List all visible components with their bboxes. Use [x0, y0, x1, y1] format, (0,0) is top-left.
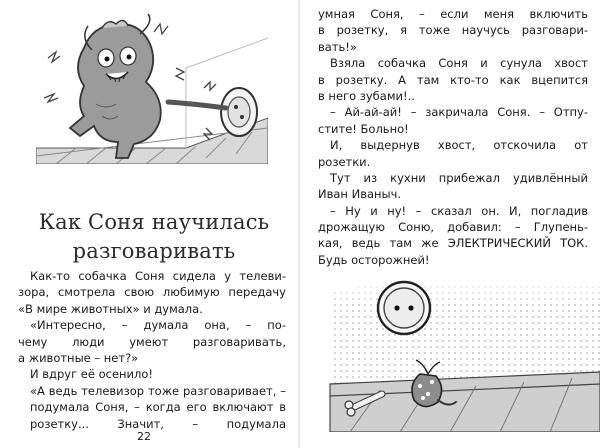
text-line: Будь осторожней! [318, 252, 430, 267]
wall-socket [378, 282, 430, 334]
text-line: в розетку. А там кто-то как вцепится [318, 72, 588, 87]
text-line: Как-то собачка Соня сидела у телеви- [30, 269, 286, 283]
chapter-title-line-2: разговаривать [72, 239, 236, 263]
wall-socket [221, 88, 257, 136]
text-line: Тут из кухни прибежал удивлённый [330, 170, 588, 185]
text-line: вать!» [318, 39, 357, 54]
text-line: в него зубами!.. [318, 88, 415, 103]
text-line: «В мире животных» и думала. [18, 301, 203, 316]
right-page [300, 0, 600, 448]
right-page-text [318, 6, 588, 268]
text-line: «А ведь телевизор тоже разговаривает, – подумала Соня, – когда его включают в розетку... Значит, – подумала [30, 383, 286, 431]
dog-sonya [70, 14, 161, 158]
text-line: «Интересно, – думала она, – по- [30, 318, 286, 333]
chapter-title-line-1: Как Соня научилась [38, 210, 270, 234]
text-line: – Ну и ну! – сказал он. И, погладив [330, 203, 588, 218]
text-line: а животные – нет?» [18, 350, 139, 365]
text-line: кая, ведь там же ЭЛЕКТРИЧЕСКИЙ ТОК. [318, 236, 588, 251]
dog-shocked-illustration [36, 8, 268, 164]
dotted-wall [330, 278, 600, 384]
text-line: стите! Больно! [318, 121, 409, 136]
text-line: розетки. [318, 154, 371, 169]
text-line: в розетку, я тоже научусь разговари- [318, 23, 588, 38]
text-line: зора, смотрела свою любимую передачу [18, 285, 286, 300]
page-number: 22 [137, 430, 151, 443]
text-line: – Ай-ай-ай! – закричала Соня. – Отпу- [330, 105, 588, 120]
socket-scene-illustration [320, 272, 600, 432]
text-line: И, выдернув хвост, отскочила от [330, 138, 588, 153]
text-line: умная Соня, – если меня включить [318, 7, 588, 21]
text-line: И вдруг её осенило! [30, 367, 154, 382]
left-page-text [18, 268, 286, 432]
chapter-title [24, 208, 284, 266]
text-line: Взяла собачка Соня и сунула хвост [330, 56, 588, 71]
text-line: чему люди умеют разговаривать, [18, 334, 286, 349]
text-line: дрожащую Соню, добавил: – Глупень- [318, 220, 588, 235]
text-line: Иван Иваныч. [318, 187, 402, 202]
